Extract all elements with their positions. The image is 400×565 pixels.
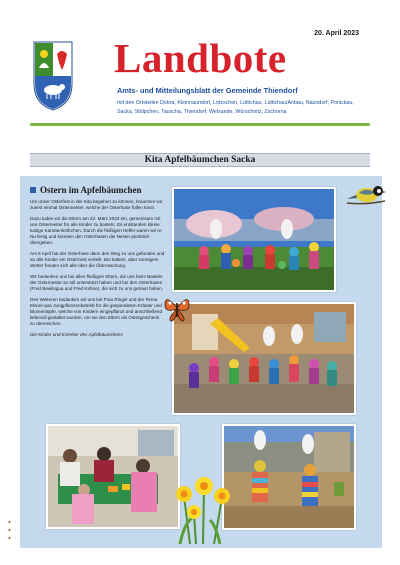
- article-body: [30, 199, 165, 342]
- crest-icon: [32, 40, 74, 112]
- photo-children-garden: [222, 424, 356, 530]
- article-paragraph: Am 5 April hat der Osterhase dann den Weg zu uns gefunden und an alle Kinder ein Osternest verteilt. Bei kaltem, aber sonnigem Wetter freuten sich alle über die Überraschung.: [30, 250, 165, 269]
- heading-bullet-icon: [30, 187, 36, 193]
- header-divider: [30, 123, 370, 126]
- section-title: Kita Apfelbäumchen Sacka: [30, 153, 370, 167]
- article-paragraph: Des Weiteren bedanken wir uns bei Frau Ringel und der Firma Elsner-pac Jungpflanzenbetrieb für die gespendeten Kräuter und Blumentöpfe, welche von Kindern eingepflanzt und anschließend liebevoll gestaltet wurden, um sie den Eltern als Ostergeschenk zu überreichen.: [30, 296, 163, 326]
- issue-date: 20. April 2023: [314, 30, 359, 37]
- daffodil-flowers-icon: [170, 474, 236, 544]
- article-paragraph: Um unser Osterfest in der Kita begehen zu können, brauchen wir zuerst einmal Ostennester, welche der Osterhase füllen kann.: [30, 199, 163, 211]
- photo-children-playground: [172, 302, 356, 415]
- article-paragraph: Dazu luden wir die Eltern am 22. März 2023 ein, gemeinsam mit uns Osternester für alle Kinder zu basteln. Es entstanden kleine lustige Karottenkörbchen. Durch die fleißigen Helfer waren wir re Nu fertig und konnten den Osterhasen die Nester pünktlich übergeben.: [30, 215, 162, 246]
- article-heading: [30, 185, 142, 195]
- newsletter-title: Landbote: [114, 35, 287, 81]
- photo-parents-crafting: [46, 424, 180, 529]
- photo-children-outdoor: [172, 187, 336, 292]
- article-signature: Die Kinder und Erzieher des Apfelbäumchens: [30, 331, 123, 337]
- margin-marks: [8, 520, 11, 542]
- article-paragraph: Wir bedanken uns bei allen fleißigen Eltern, die uns beim Basteln der Osternester so toll unterstützt haben und bei den Osterhasen (Fred Bewilogua und Fred Kühne), die sich zu uns getraut haben.: [30, 273, 164, 291]
- butterfly-icon: [163, 293, 191, 323]
- article-heading-text: Ostern im Apfelbäumchen: [40, 185, 142, 195]
- newsletter-subtitle: Amts- und Mitteilungsblatt der Gemeinde Thiendorf: [117, 86, 298, 95]
- village-list: mit den Ortsteilen Dobra, Kleinnaundorf, Lötzschen, Lüttichau, Lüttichau/Anbau, Naundorf, Ponickau, Sacka, Stölpchen, Tauscha, Thiendorf, Welxande, Würschnitz, Zschorna: [117, 100, 354, 116]
- bird-icon: [345, 183, 387, 209]
